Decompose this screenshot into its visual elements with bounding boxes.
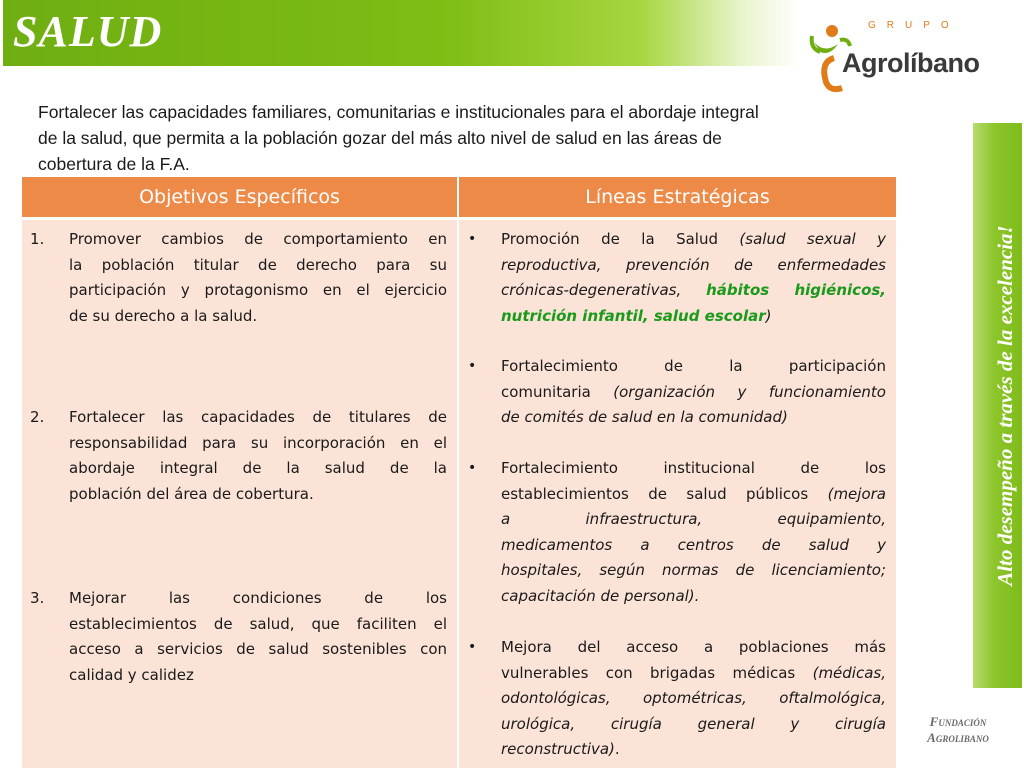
- company-logo: [808, 18, 1018, 98]
- strategy-line: [501, 405, 886, 431]
- column-divider: [457, 177, 459, 768]
- strategy-line: [501, 380, 886, 406]
- strategy-highlight: hábitos higiénicos,: [706, 281, 887, 299]
- strategy-text: Mejora del acceso a poblaciones más: [501, 638, 886, 656]
- strategy-italic: de comités de salud en la comunidad): [501, 408, 788, 426]
- intro-paragraph: [38, 99, 938, 177]
- objective-line: Promover cambios de comportamiento en: [69, 230, 447, 248]
- objective-line: establecimientos de salud, que faciliten el: [69, 614, 447, 633]
- intro-emphasis-2: de la salud: [38, 128, 123, 148]
- strategy-italic: ): [765, 306, 772, 325]
- strategy-text: vulnerables con brigadas médicas: [501, 663, 813, 682]
- objective-line: abordaje integral de la salud de la: [69, 459, 447, 477]
- strategy-line: [501, 737, 886, 763]
- footer-line-2: Agrolibano: [927, 730, 989, 745]
- strategy-line: urológica, cirugía general y cirugía: [501, 714, 886, 733]
- strategy-text: Promoción de la Salud: [501, 230, 740, 248]
- objective-line: Fortalecer las capacidades de titulares de: [69, 408, 447, 426]
- side-banner: [973, 123, 1022, 688]
- strategy-line: medicamentos a centros de salud y: [501, 535, 886, 554]
- strategy-italic: reproductiva, prevención de enfermedades: [501, 255, 886, 274]
- objective-number: 1.: [30, 230, 45, 248]
- objective-line: participación y protagonismo en el ejercicio: [69, 281, 447, 299]
- strategy-line: [501, 661, 886, 687]
- strategy-italic: (salud sexual y: [739, 230, 886, 248]
- strategy-italic: (organización y funcionamiento: [613, 382, 886, 401]
- strategy-line: a infraestructura, equipamiento,: [501, 510, 886, 528]
- intro-emphasis-1: capacidades familiares, comunitarias e institucionales para el abordaje integral: [148, 102, 759, 122]
- strategy-line: [501, 456, 886, 482]
- objective-number: 3.: [30, 589, 45, 607]
- side-banner-text: Alto desempeño a través de la excelencia!: [993, 225, 1017, 586]
- logo-name-text: Agrolíbano: [842, 48, 980, 78]
- bullet-icon: •: [468, 460, 477, 476]
- strategy-table: [22, 177, 896, 768]
- strategy-italic: (mejora: [827, 484, 886, 503]
- objective-line: acceso a servicios de salud sostenibles con: [69, 640, 447, 658]
- strategy-text: .: [614, 740, 620, 758]
- strategy-line: [501, 482, 886, 508]
- bullet-icon: •: [468, 639, 477, 655]
- strategy-line: hospitales, según normas de licenciamiento;: [501, 561, 886, 579]
- objective-line: Mejorar las condiciones de los: [69, 589, 447, 607]
- intro-lead: Fortalecer las: [38, 102, 149, 122]
- bullet-icon: •: [468, 358, 477, 374]
- page-title: SALUD: [13, 7, 163, 56]
- strategy-line: [501, 635, 886, 661]
- strategy-line: [501, 278, 886, 304]
- objective-line: población del área de cobertura.: [69, 484, 314, 503]
- strategy-text: comunitaria: [501, 382, 614, 401]
- strategy-italic: reconstructiva): [501, 740, 615, 758]
- strategy-text: establecimientos de salud públicos: [501, 484, 828, 503]
- objective-line: la población titular de derecho para su: [69, 255, 447, 274]
- logo-grupo-text: GRUPO: [868, 20, 960, 31]
- footer-logo: [913, 714, 1003, 746]
- header-divider: [22, 217, 896, 220]
- strategy-line: [501, 227, 886, 253]
- strategy-line: capacitación de personal).: [501, 586, 700, 605]
- objective-line: calidad y calidez: [69, 665, 194, 684]
- objective-line: de su derecho a la salud.: [69, 306, 258, 325]
- strategy-line: [501, 253, 886, 279]
- bullet-icon: •: [468, 231, 477, 247]
- footer-line-1: Fundación: [929, 714, 987, 729]
- header-bar: [3, 0, 800, 66]
- strategy-line: odontológicas, optométricas, oftalmológica,: [501, 689, 886, 707]
- intro-rest-3: cobertura de la F.A.: [38, 154, 190, 174]
- strategy-highlight: nutrición infantil, salud escolar: [501, 306, 766, 325]
- header-strategies: Líneas Estratégicas: [459, 177, 896, 217]
- strategy-italic: crónicas-degenerativas,: [501, 281, 707, 299]
- objective-line: responsabilidad para su incorporación en el: [69, 433, 447, 452]
- strategy-italic: (médicas,: [812, 663, 886, 682]
- intro-rest-2: , que permita a la población gozar del más alto nivel de salud en las áreas de: [122, 128, 722, 148]
- header-objectives: Objetivos Específicos: [22, 177, 457, 217]
- objective-number: 2.: [30, 408, 45, 426]
- strategy-text: Fortalecimiento institucional de los: [501, 459, 886, 477]
- strategy-line: [501, 354, 886, 380]
- strategy-text: Fortalecimiento de la participación: [501, 357, 886, 375]
- strategy-line: [501, 304, 886, 330]
